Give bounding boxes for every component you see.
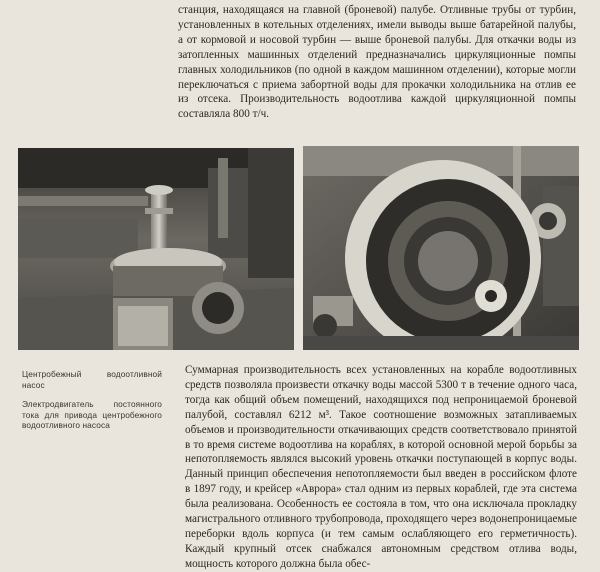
- bottom-paragraph: Суммарная производительность всех установленных на корабле водоотливных средств позволяла произвести откачку воды массой 5300 т в течение одного часа, тогда как общий объем помещений, находящихся под непроницаемой броневой палубой, составлял 6212 м³. Такое соотношение возможных затапливаемых объемов и производительности откачивающих средств соответствовало принятой в то время системе водоотлива на кораблях, в которой основной мерой борьбы за непотопляемость являлся высокий уровень откачки поступающей в корпус воды. Данный принцип обеспечения непотопляемости был введен в российском флоте в 1897 году, и крейсер «Аврора» стал одним из первых кораблей, где эта система была реализована. Особенность ее состояла в том, что она исключала прокладку магистрального отливного трубопровода, проходящего через водонепроницаемые переборки вдоль корпуса (и тем самым ослабляющего его герметичность). Каждый крупный отсек снабжался автономным средством отлива воды, мощность которого должна была обес-: [185, 364, 577, 570]
- caption-motor: Электродвигатель постоянного тока для привода центробежного водоотливного насоса: [22, 399, 162, 430]
- photo-centrifugal-pump: [18, 148, 294, 350]
- top-paragraph: станция, находящаяся на главной (броневой) палубе. Отливные трубы от турбин, установленных в котельных отделениях, имели выводы выше батарейной палубы, а от кормовой и носовой турбин — выше броневой палубы. Для откачки воды из затопленных машинных отделений предназначались циркуляционные помпы главных холодильников (по одной в каждом машинном отделении), которые могли переключаться с приема забортной воды для прокачки холодильника на отлив ее из отсека. Производительность водоотлива каждой циркуляционной помпы составляла 800 т/ч.: [178, 4, 576, 121]
- photo-electric-motor: [303, 146, 579, 350]
- captions: [22, 369, 162, 440]
- caption-pump: Центробежный водоотливной насос: [22, 369, 162, 390]
